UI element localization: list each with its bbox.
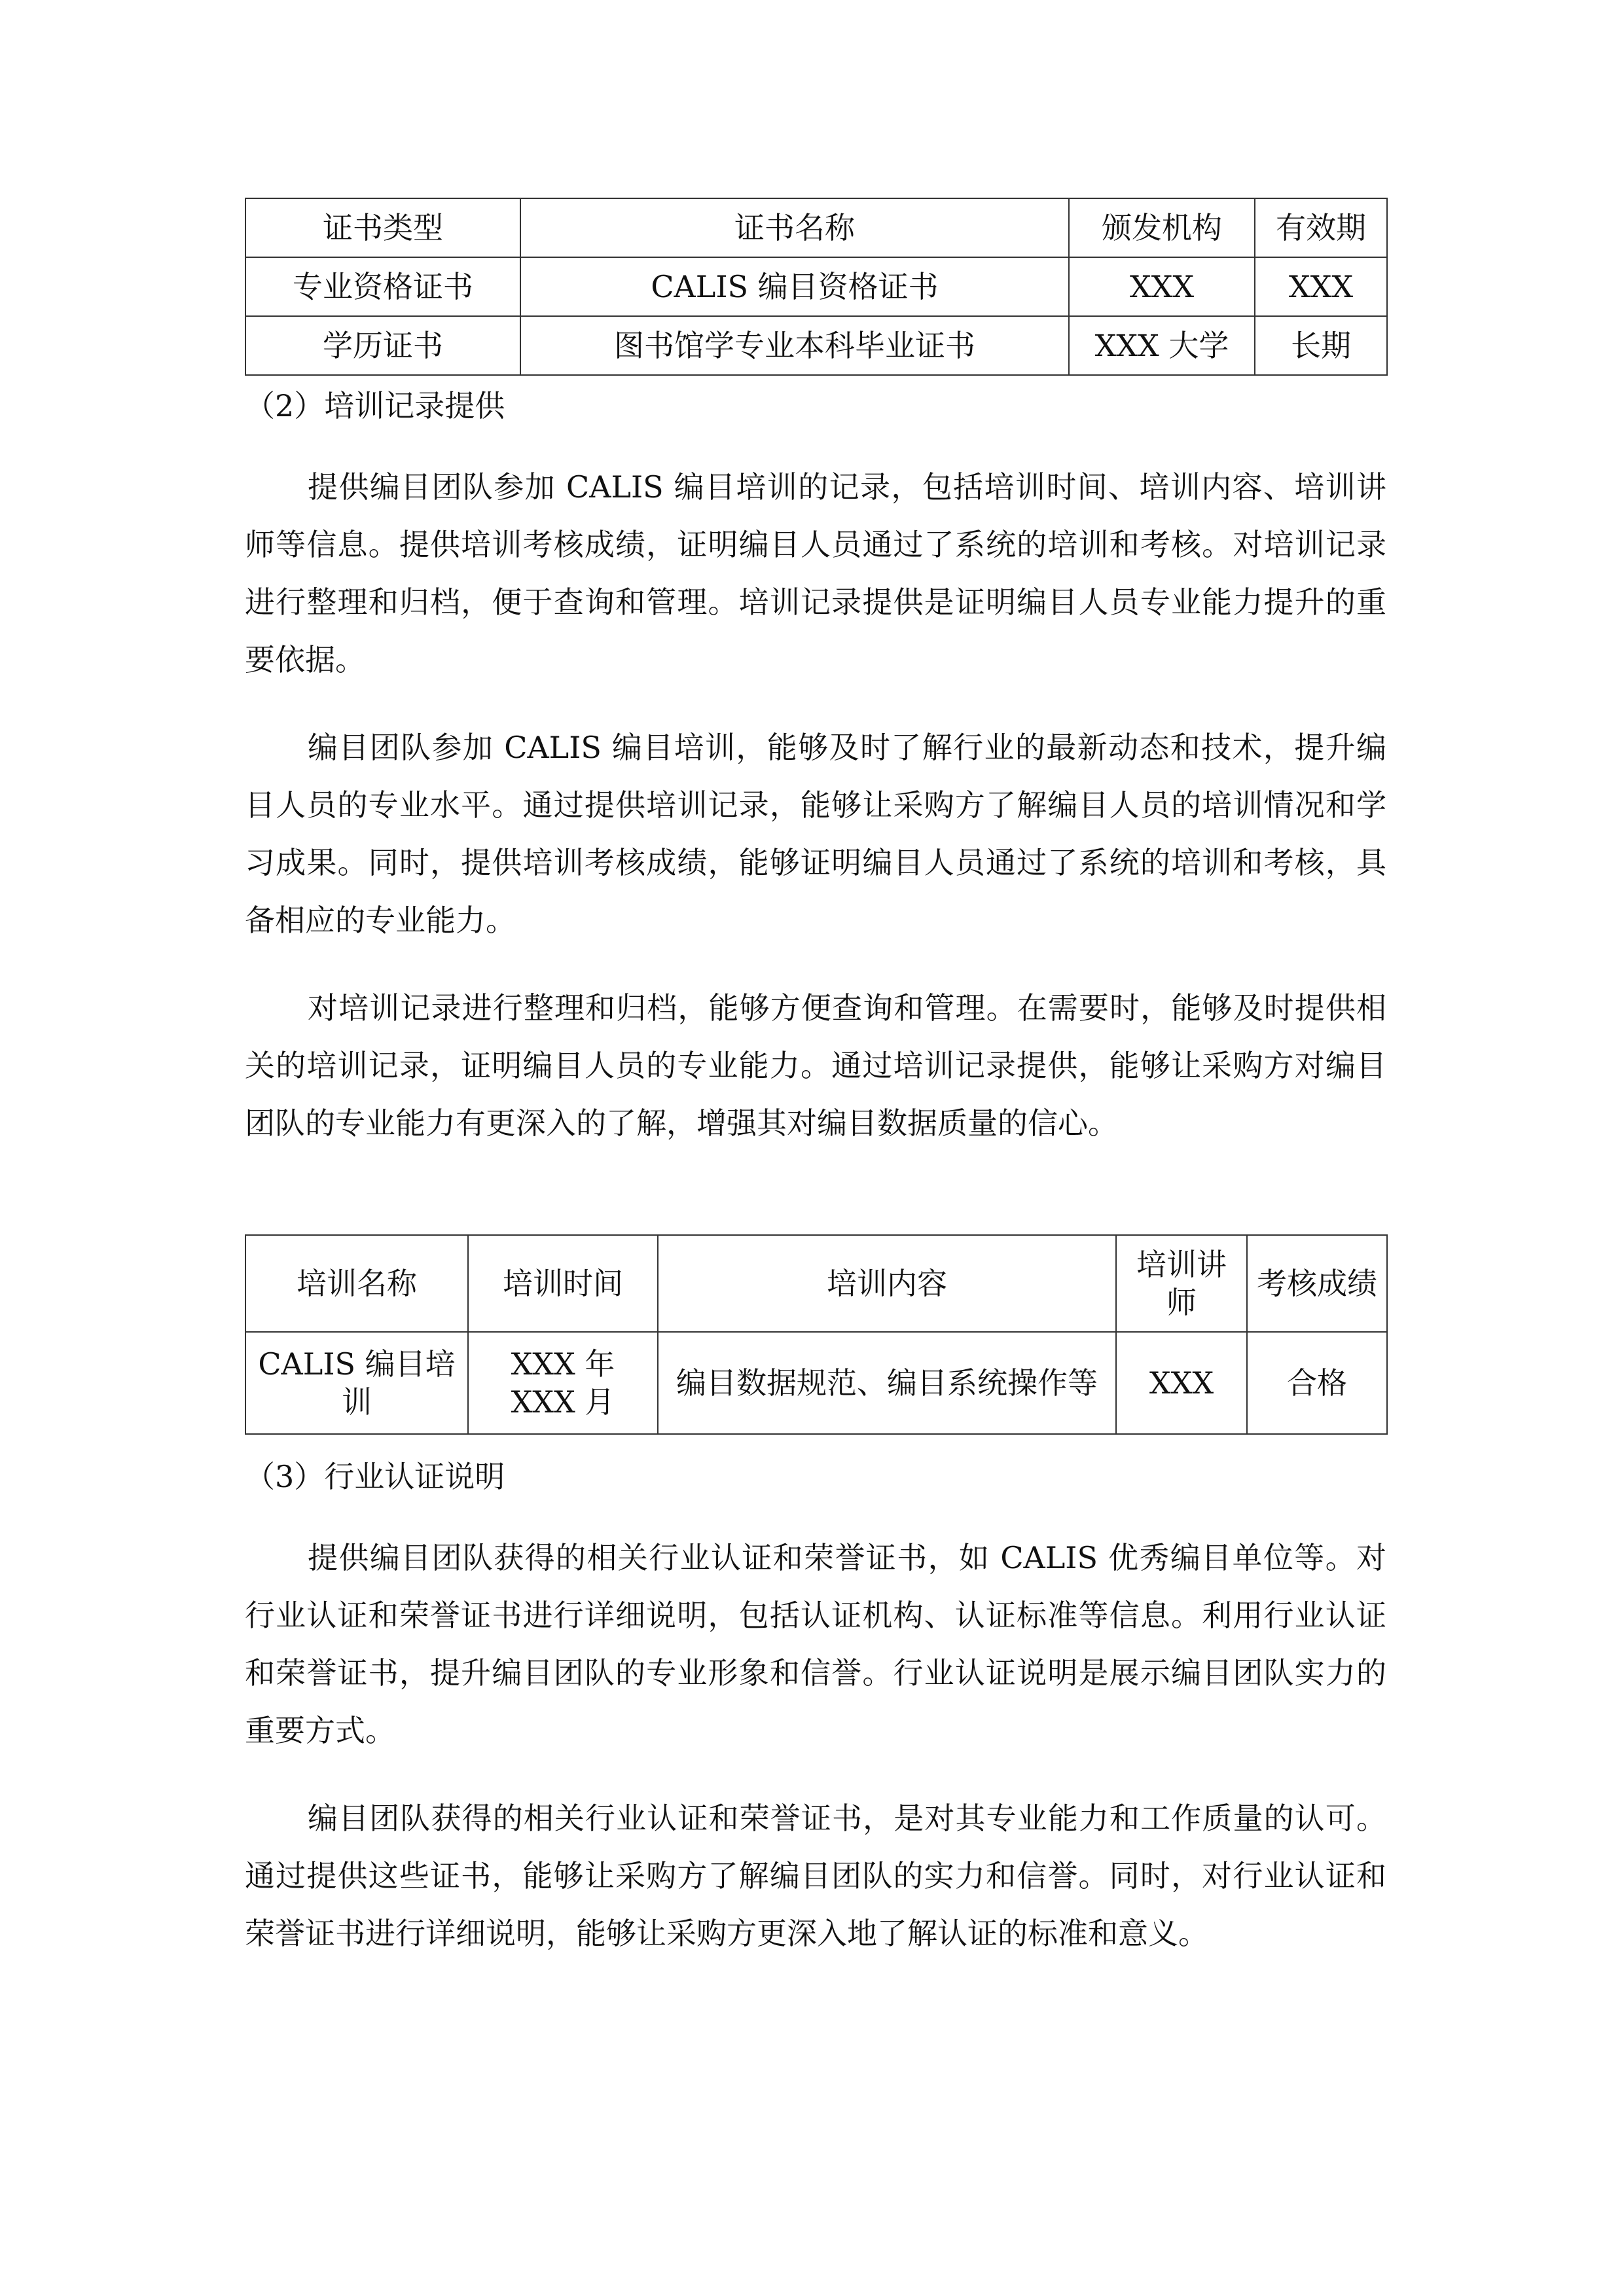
- table-cell: 编目数据规范、编目系统操作等: [658, 1332, 1116, 1434]
- section-heading-industry-certification: （3）行业认证说明: [245, 1459, 505, 1494]
- table-cell: XXX 年 XXX 月: [468, 1332, 658, 1434]
- training-table: [245, 1234, 1388, 1435]
- table-row: [245, 316, 1387, 375]
- paragraph: 对培训记录进行整理和归档，能够方便查询和管理。在需要时，能够及时提供相关的培训记录，证明编目人员的专业能力。通过培训记录提供，能够让采购方对编目团队的专业能力有更深入的了解，增强其对编目数据质量的信心。: [245, 990, 1386, 1141]
- table-cell: 长期: [1255, 316, 1387, 375]
- section-heading-training-records: （2）培训记录提供: [245, 388, 505, 423]
- table-row: [245, 257, 1387, 316]
- paragraph: 编目团队参加 CALIS 编目培训，能够及时了解行业的最新动态和技术，提升编目人员的专业水平。通过提供培训记录，能够让采购方了解编目人员的培训情况和学习成果。同时，提供培训考核成绩，能够证明编目人员通过了系统的培训和考核，具备相应的专业能力。: [245, 730, 1386, 938]
- table-cell: XXX: [1116, 1332, 1247, 1434]
- table-cell: 图书馆学专业本科毕业证书: [520, 316, 1069, 375]
- header-cell: 考核成绩: [1247, 1235, 1387, 1332]
- paragraph: 提供编目团队获得的相关行业认证和荣誉证书，如 CALIS 优秀编目单位等。对行业认证和荣誉证书进行详细说明，包括认证机构、认证标准等信息。利用行业认证和荣誉证书，提升编目团队的专业形象和信誉。行业认证说明是展示编目团队实力的重要方式。: [245, 1540, 1386, 1748]
- table-cell: XXX: [1069, 257, 1255, 316]
- table-cell: XXX 大学: [1069, 316, 1255, 375]
- header-cell: 证书名称: [520, 198, 1069, 257]
- table-cell: CALIS 编目资格证书: [520, 257, 1069, 316]
- header-cell: 培训名称: [245, 1235, 468, 1332]
- table-cell: XXX: [1255, 257, 1387, 316]
- header-cell: 有效期: [1255, 198, 1387, 257]
- table-cell: 专业资格证书: [245, 257, 520, 316]
- certificate-table: [245, 198, 1388, 376]
- paragraph: 提供编目团队参加 CALIS 编目培训的记录，包括培训时间、培训内容、培训讲师等信息。提供培训考核成绩，证明编目人员通过了系统的培训和考核。对培训记录进行整理和归档，便于查询和管理。培训记录提供是证明编目人员专业能力提升的重要依据。: [245, 469, 1386, 677]
- table-cell: CALIS 编目培训: [245, 1332, 468, 1434]
- table-header-row: [245, 1235, 1387, 1332]
- table-cell: 合格: [1247, 1332, 1387, 1434]
- header-cell: 培训讲师: [1116, 1235, 1247, 1332]
- header-cell: 培训时间: [468, 1235, 658, 1332]
- paragraph: 编目团队获得的相关行业认证和荣誉证书，是对其专业能力和工作质量的认可。通过提供这些证书，能够让采购方了解编目团队的实力和信誉。同时，对行业认证和荣誉证书进行详细说明，能够让采购方更深入地了解认证的标准和意义。: [245, 1801, 1386, 1951]
- header-cell: 颁发机构: [1069, 198, 1255, 257]
- header-cell: 证书类型: [245, 198, 520, 257]
- table-cell: 学历证书: [245, 316, 520, 375]
- header-cell: 培训内容: [658, 1235, 1116, 1332]
- table-row: [245, 1332, 1387, 1434]
- table-header-row: [245, 198, 1387, 257]
